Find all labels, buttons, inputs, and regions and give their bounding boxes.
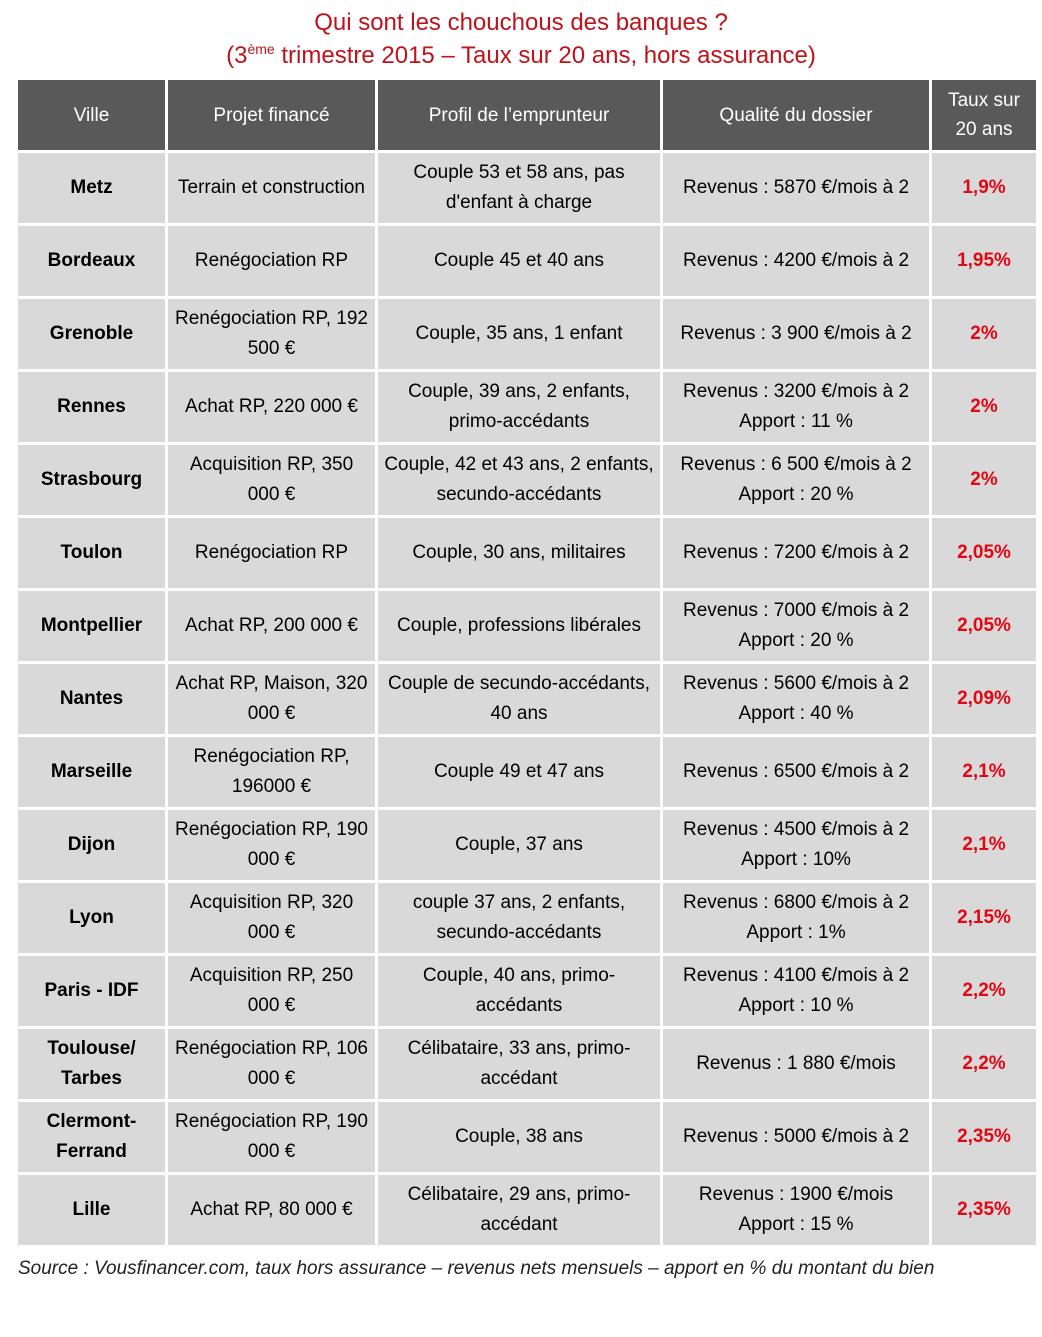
cell-ville: Dijon xyxy=(18,810,165,880)
table-row xyxy=(18,737,1036,807)
cell-taux: 2,09% xyxy=(932,664,1036,734)
cell-profil: Couple, 42 et 43 ans, 2 enfants, secundo-accédants xyxy=(378,445,660,515)
header-qualite: Qualité du dossier xyxy=(663,80,929,150)
cell-projet: Renégociation RP, 106 000 € xyxy=(168,1029,375,1099)
cell-projet: Acquisition RP, 350 000 € xyxy=(168,445,375,515)
revenus-text: Revenus : 4200 €/mois à 2 xyxy=(682,250,910,271)
cell-qualite xyxy=(663,1175,929,1245)
revenus-text: Revenus : 3 900 €/mois à 2 xyxy=(680,323,912,344)
cell-profil: Couple, 39 ans, 2 enfants, primo-accédants xyxy=(378,372,660,442)
cell-ville: Lyon xyxy=(18,883,165,953)
cell-qualite xyxy=(663,153,929,223)
cell-qualite xyxy=(663,956,929,1026)
header-taux-line-1: Taux sur xyxy=(948,90,1020,111)
cell-ville: Rennes xyxy=(18,372,165,442)
cell-ville: Toulon xyxy=(18,518,165,588)
cell-taux: 1,9% xyxy=(932,153,1036,223)
revenus-text: Revenus : 1900 €/mois xyxy=(698,1184,894,1205)
cell-profil: Couple 45 et 40 ans xyxy=(378,226,660,296)
cell-ville: Marseille xyxy=(18,737,165,807)
header-projet: Projet financé xyxy=(168,80,375,150)
cell-taux: 2% xyxy=(932,372,1036,442)
table-row xyxy=(18,664,1036,734)
cell-ville: Clermont-Ferrand xyxy=(18,1102,165,1172)
cell-projet: Renégociation RP, 190 000 € xyxy=(168,810,375,880)
table-row xyxy=(18,153,1036,223)
apport-text: Apport : 10% xyxy=(741,849,851,870)
cell-qualite xyxy=(663,445,929,515)
page-title xyxy=(0,6,1042,72)
cell-qualite xyxy=(663,518,929,588)
revenus-text: Revenus : 4500 €/mois à 2 xyxy=(682,819,910,840)
cell-taux: 2,2% xyxy=(932,1029,1036,1099)
apport-text: Apport : 20 % xyxy=(738,630,854,651)
cell-taux: 2,15% xyxy=(932,883,1036,953)
apport-text: Apport : 10 % xyxy=(738,995,854,1016)
table-row xyxy=(18,1102,1036,1172)
table-header-row xyxy=(18,80,1036,150)
table-row xyxy=(18,372,1036,442)
cell-projet: Renégociation RP xyxy=(168,518,375,588)
cell-projet: Terrain et construction xyxy=(168,153,375,223)
cell-ville: Grenoble xyxy=(18,299,165,369)
revenus-text: Revenus : 6800 €/mois à 2 xyxy=(682,892,910,913)
revenus-text: Revenus : 5600 €/mois à 2 xyxy=(682,673,910,694)
cell-profil: Couple 53 et 58 ans, pas d'enfant à charge xyxy=(378,153,660,223)
cell-taux: 2,35% xyxy=(932,1102,1036,1172)
cell-qualite xyxy=(663,664,929,734)
revenus-text: Revenus : 6 500 €/mois à 2 xyxy=(680,454,912,475)
cell-ville: Toulouse/ Tarbes xyxy=(18,1029,165,1099)
cell-projet: Achat RP, 80 000 € xyxy=(168,1175,375,1245)
cell-profil: Couple 49 et 47 ans xyxy=(378,737,660,807)
table-row xyxy=(18,518,1036,588)
cell-profil: Célibataire, 29 ans, primo-accédant xyxy=(378,1175,660,1245)
cell-profil: Couple, 38 ans xyxy=(378,1102,660,1172)
cell-projet: Renégociation RP xyxy=(168,226,375,296)
cell-taux: 1,95% xyxy=(932,226,1036,296)
cell-taux: 2,35% xyxy=(932,1175,1036,1245)
cell-qualite xyxy=(663,226,929,296)
cell-taux: 2,2% xyxy=(932,956,1036,1026)
table-row xyxy=(18,956,1036,1026)
cell-taux: 2% xyxy=(932,445,1036,515)
cell-qualite xyxy=(663,1102,929,1172)
cell-profil: Couple, 30 ans, militaires xyxy=(378,518,660,588)
cell-profil: Célibataire, 33 ans, primo-accédant xyxy=(378,1029,660,1099)
cell-taux: 2% xyxy=(932,299,1036,369)
revenus-text: Revenus : 1 880 €/mois xyxy=(696,1053,896,1074)
cell-projet: Achat RP, Maison, 320 000 € xyxy=(168,664,375,734)
cell-profil: Couple, professions libérales xyxy=(378,591,660,661)
cell-profil: Couple, 37 ans xyxy=(378,810,660,880)
cell-profil: Couple, 35 ans, 1 enfant xyxy=(378,299,660,369)
source-note: Source : Vousfinancer.com, taux hors assurance – revenus nets mensuels – apport en % du montant du bien xyxy=(18,1258,935,1279)
cell-qualite xyxy=(663,299,929,369)
table-row xyxy=(18,591,1036,661)
cell-ville: Strasbourg xyxy=(18,445,165,515)
cell-ville: Metz xyxy=(18,153,165,223)
header-profil: Profil de l’emprunteur xyxy=(378,80,660,150)
revenus-text: Revenus : 3200 €/mois à 2 xyxy=(682,381,910,402)
cell-ville: Paris - IDF xyxy=(18,956,165,1026)
rates-table xyxy=(15,77,1039,1248)
cell-qualite xyxy=(663,1029,929,1099)
table-row xyxy=(18,226,1036,296)
cell-qualite xyxy=(663,810,929,880)
title-line-2-rest: trimestre 2015 – Taux sur 20 ans, hors assurance) xyxy=(274,42,816,69)
revenus-text: Revenus : 6500 €/mois à 2 xyxy=(682,761,910,782)
header-ville: Ville xyxy=(18,80,165,150)
table-row xyxy=(18,445,1036,515)
revenus-text: Revenus : 5870 €/mois à 2 xyxy=(682,177,910,198)
revenus-text: Revenus : 4100 €/mois à 2 xyxy=(682,965,910,986)
cell-projet: Renégociation RP, 192 500 € xyxy=(168,299,375,369)
cell-qualite xyxy=(663,883,929,953)
cell-ville: Nantes xyxy=(18,664,165,734)
cell-ville: Lille xyxy=(18,1175,165,1245)
apport-text: Apport : 40 % xyxy=(738,703,854,724)
cell-qualite xyxy=(663,737,929,807)
cell-taux: 2,1% xyxy=(932,737,1036,807)
revenus-text: Revenus : 7200 €/mois à 2 xyxy=(682,542,910,563)
title-line-2-open: (3 xyxy=(226,42,248,69)
cell-profil: Couple, 40 ans, primo-accédants xyxy=(378,956,660,1026)
cell-projet: Renégociation RP, 190 000 € xyxy=(168,1102,375,1172)
cell-profil: couple 37 ans, 2 enfants, secundo-accédants xyxy=(378,883,660,953)
title-line-2 xyxy=(0,39,1042,72)
apport-text: Apport : 20 % xyxy=(738,484,854,505)
cell-projet: Acquisition RP, 250 000 € xyxy=(168,956,375,1026)
cell-projet: Renégociation RP, 196000 € xyxy=(168,737,375,807)
header-taux-line-2: 20 ans xyxy=(955,119,1013,140)
table-row xyxy=(18,299,1036,369)
revenus-text: Revenus : 7000 €/mois à 2 xyxy=(682,600,910,621)
cell-profil: Couple de secundo-accédants, 40 ans xyxy=(378,664,660,734)
cell-qualite xyxy=(663,372,929,442)
apport-text: Apport : 11 % xyxy=(739,411,853,432)
table-row xyxy=(18,810,1036,880)
table-row xyxy=(18,883,1036,953)
cell-ville: Montpellier xyxy=(18,591,165,661)
cell-projet: Achat RP, 220 000 € xyxy=(168,372,375,442)
revenus-text: Revenus : 5000 €/mois à 2 xyxy=(682,1126,910,1147)
cell-projet: Achat RP, 200 000 € xyxy=(168,591,375,661)
title-line-1: Qui sont les chouchous des banques ? xyxy=(314,9,728,36)
apport-text: Apport : 1% xyxy=(746,922,846,943)
cell-taux: 2,1% xyxy=(932,810,1036,880)
table-row xyxy=(18,1029,1036,1099)
cell-ville: Bordeaux xyxy=(18,226,165,296)
apport-text: Apport : 15 % xyxy=(738,1214,854,1235)
table-body xyxy=(18,153,1036,1245)
title-line-2-sup: ème xyxy=(247,41,275,57)
table-row xyxy=(18,1175,1036,1245)
cell-taux: 2,05% xyxy=(932,518,1036,588)
header-taux xyxy=(932,80,1036,150)
cell-taux: 2,05% xyxy=(932,591,1036,661)
cell-qualite xyxy=(663,591,929,661)
cell-projet: Acquisition RP, 320 000 € xyxy=(168,883,375,953)
